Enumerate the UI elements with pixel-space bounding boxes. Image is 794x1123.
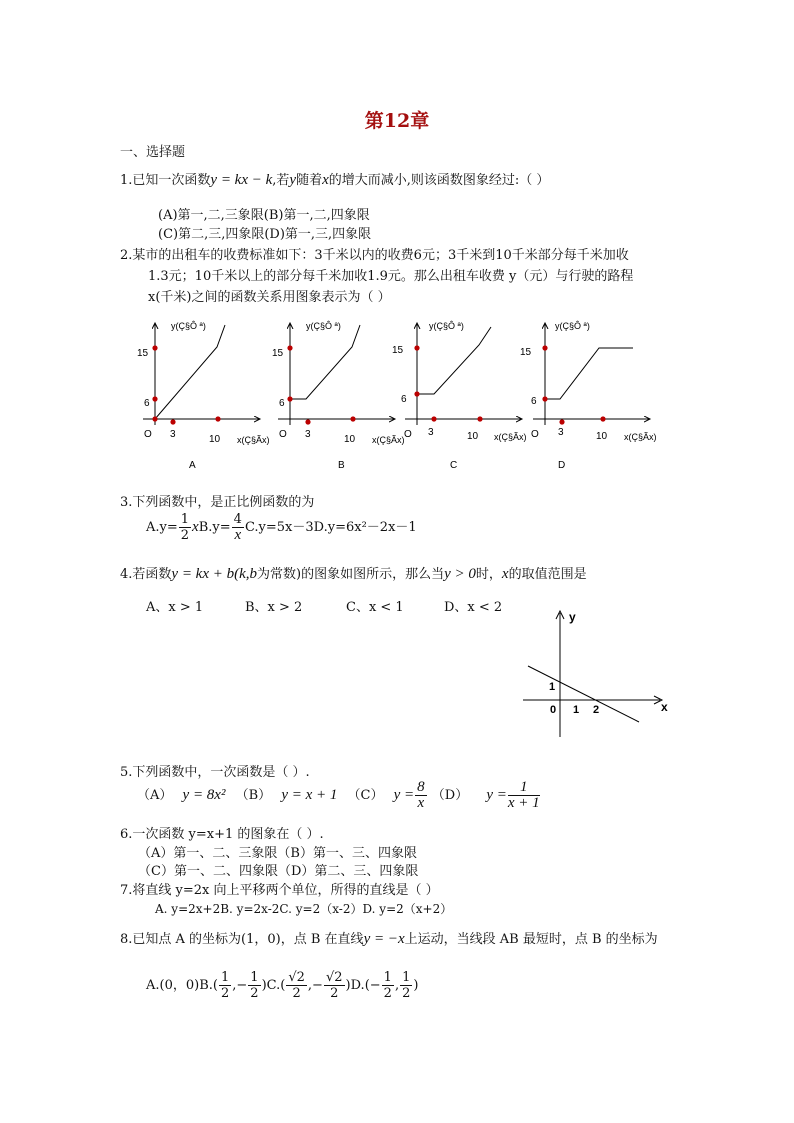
question-2-line-1: 2.某市的出租车的收费标准如下：3千米以内的收费6元；3千米到10千米部分每千米加收: [120, 248, 629, 263]
graph-b-tick-3: 3: [305, 429, 311, 440]
question-7-stem: 7.将直线 y=2x 向上平移两个单位，所得的直线是（ ）: [120, 883, 439, 898]
question-4-stem: 4.若函数y = kx + b(k,b为常数)的图象如图所示，那么当y > 0时，x的取值范围是: [120, 566, 587, 582]
question-6-options-ab: （A）第一、二、三象限（B）第一、三、四象限: [138, 846, 417, 861]
graph-c-label: C: [450, 460, 458, 471]
graph-a-tick-10: 10: [209, 434, 221, 445]
page-title: 第12章: [364, 110, 430, 132]
graph-a: [137, 321, 270, 471]
question-3-options: A.y= $\frac{1}{2}$ xB.y= $\frac{4}{x}$ C.y=5x－3D.y=6x²－2x－1: [146, 512, 417, 543]
graph-d-label: D: [558, 460, 566, 471]
question-5-stem: 5.下列函数中，一次函数是（ ）.: [120, 765, 310, 780]
q4-graph-x-label: x: [661, 700, 668, 714]
graph-c-tick-3: 3: [428, 427, 434, 438]
q4-graph-y-label: y: [569, 610, 576, 624]
graph-d-xlabel: x(Ç§Ãx): [624, 432, 657, 442]
question-1-options-cd: (C)第二,三,四象限(D)第一,三,四象限: [158, 227, 372, 242]
graph-a-ylabel: y(Ç§Ô ª): [171, 321, 206, 331]
graph-c-tick-10: 10: [467, 431, 479, 442]
question-6-stem: 6.一次函数 y=x+1 的图象在（ ）.: [120, 827, 324, 842]
graph-d-tick-6: 6: [531, 396, 537, 407]
graph-b-tick-15: 15: [272, 348, 284, 359]
graph-b-tick-6: 6: [279, 398, 285, 409]
graph-a-tick-6: 6: [144, 398, 150, 409]
question-2-line-2: 1.3元；10千米以上的部分每千米加收1.9元。那么出租车收费 y（元）与行驶的路程: [148, 269, 634, 284]
graph-b-tick-10: 10: [344, 434, 356, 445]
q4-graph-origin: 0: [550, 704, 557, 716]
graph-c-tick-6: 6: [401, 394, 407, 405]
question-2-graphs: [125, 315, 685, 475]
q4-graph-tick-y1: 1: [549, 681, 556, 693]
question-8-options: A.(0，0)B.( $\frac{1}{2}$ ,− $\frac{1}{2}$ )C.( $\frac{√2}{2}$ ,− $\frac{√2}{2}$ )D.(− $\frac{1}{2}$ , $\frac{1}{2}$ ): [146, 970, 419, 1001]
question-7-options: A. y=2x+2B. y=2x-2C. y=2（x-2）D. y=2（x+2）: [155, 902, 453, 916]
graph-b-xlabel: x(Ç§Ãx): [372, 435, 405, 445]
graph-b-label: B: [338, 460, 345, 471]
question-3-stem: 3.下列函数中，是正比例函数的为: [120, 495, 315, 510]
graph-b-tick-0: O: [279, 429, 287, 440]
graph-c-ylabel: y(Ç§Ô ª): [429, 321, 464, 331]
graph-c-xlabel: x(Ç§Ãx): [494, 432, 527, 442]
graph-d-ylabel: y(Ç§Ô ª): [555, 321, 590, 331]
question-4-option-c: C、x < 1: [346, 600, 404, 615]
section-heading: 一、选择题: [120, 145, 186, 160]
graph-c-tick-0: O: [404, 429, 412, 440]
question-4-option-a: A、x > 1: [146, 600, 204, 615]
graph-d: [520, 321, 657, 471]
question-8-stem: 8.已知点 A 的坐标为(1，0)，点 B 在直线y = −x上运动，当线段 AB 最短时，点 B 的坐标为: [120, 931, 658, 947]
graph-d-tick-0: O: [531, 429, 539, 440]
question-2-line-3: x(千米)之间的函数关系用图象表示为（ ）: [148, 290, 391, 305]
graph-a-label: A: [189, 460, 196, 471]
question-1-options-ab: (A)第一,二,三象限(B)第一,二,四象限: [158, 208, 370, 223]
graph-a-xlabel: x(Ç§Ãx): [237, 435, 270, 445]
graph-b-ylabel: y(Ç§Ô ª): [306, 321, 341, 331]
graph-c-tick-15: 15: [392, 345, 404, 356]
graph-b: [272, 321, 405, 471]
q4-graph-tick-x2: 2: [593, 704, 600, 716]
graph-a-tick-0: O: [144, 429, 152, 440]
graph-d-tick-10: 10: [596, 431, 608, 442]
q4-graph-tick-x1: 1: [573, 704, 580, 716]
question-4-option-b: B、x > 2: [245, 600, 303, 615]
question-4-graph: [515, 605, 685, 745]
graph-d-tick-3: 3: [558, 427, 564, 438]
graph-d-tick-15: 15: [520, 347, 532, 358]
graph-a-tick-3: 3: [170, 429, 176, 440]
question-6-options-cd: （C）第一、二、四象限（D）第二、三、四象限: [138, 864, 419, 879]
graph-c: [392, 321, 527, 471]
graph-a-tick-15: 15: [137, 348, 149, 359]
question-4-option-d: D、x < 2: [444, 600, 503, 615]
question-1-stem: 1.已知一次函数y = kx − k,若y随着x的增大而减小,则该函数图象经过:（ ）: [120, 172, 550, 188]
question-5-options: （A） y = 8x² （B） y = x + 1 （C） y = $\frac{8}{x}$ （D） y = $\frac{1}{x + 1}$: [137, 779, 540, 811]
